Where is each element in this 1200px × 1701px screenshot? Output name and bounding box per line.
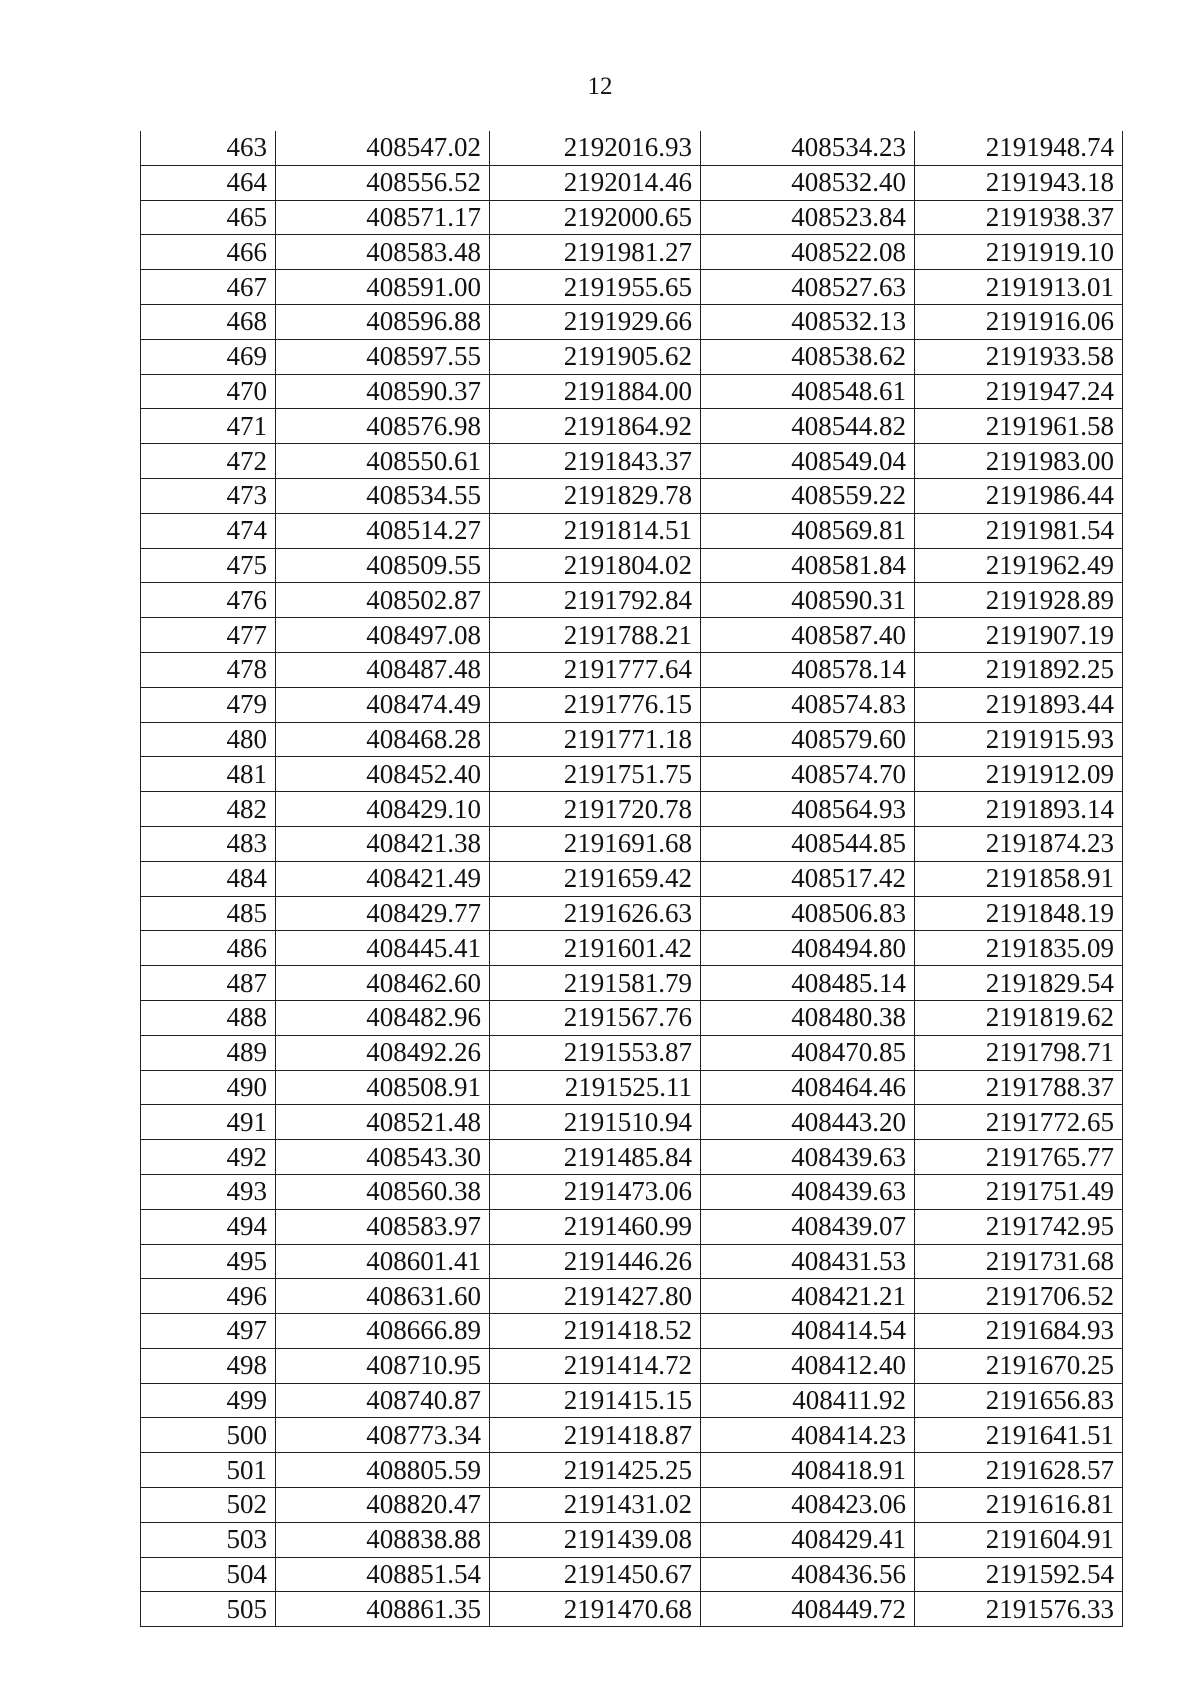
y2-cell: 2191751.49 <box>915 1174 1123 1209</box>
table-row <box>141 1592 1123 1627</box>
y1-cell: 2191626.63 <box>490 896 701 931</box>
table-row <box>141 478 1123 513</box>
x2-cell: 408414.54 <box>701 1314 915 1349</box>
x2-cell: 408418.91 <box>701 1453 915 1488</box>
point-number-cell: 463 <box>141 131 276 165</box>
x1-cell: 408482.96 <box>276 1000 490 1035</box>
x2-cell: 408544.85 <box>701 826 915 861</box>
point-number-cell: 469 <box>141 339 276 374</box>
x1-cell: 408601.41 <box>276 1244 490 1279</box>
point-number-cell: 472 <box>141 444 276 479</box>
x1-cell: 408462.60 <box>276 966 490 1001</box>
x2-cell: 408517.42 <box>701 861 915 896</box>
x2-cell: 408590.31 <box>701 583 915 618</box>
y1-cell: 2191525.11 <box>490 1070 701 1105</box>
table-row <box>141 1070 1123 1105</box>
point-number-cell: 470 <box>141 374 276 409</box>
y1-cell: 2191414.72 <box>490 1348 701 1383</box>
y2-cell: 2191986.44 <box>915 478 1123 513</box>
table-row <box>141 1035 1123 1070</box>
y2-cell: 2191731.68 <box>915 1244 1123 1279</box>
y2-cell: 2191641.51 <box>915 1418 1123 1453</box>
x2-cell: 408522.08 <box>701 235 915 270</box>
x2-cell: 408523.84 <box>701 200 915 235</box>
point-number-cell: 466 <box>141 235 276 270</box>
x2-cell: 408443.20 <box>701 1105 915 1140</box>
table-row <box>141 757 1123 792</box>
x1-cell: 408631.60 <box>276 1279 490 1314</box>
x2-cell: 408421.21 <box>701 1279 915 1314</box>
x1-cell: 408805.59 <box>276 1453 490 1488</box>
table-row <box>141 1557 1123 1592</box>
x1-cell: 408591.00 <box>276 270 490 305</box>
table-row <box>141 409 1123 444</box>
y1-cell: 2191955.65 <box>490 270 701 305</box>
y2-cell: 2191961.58 <box>915 409 1123 444</box>
y2-cell: 2191947.24 <box>915 374 1123 409</box>
table-row <box>141 931 1123 966</box>
y2-cell: 2191819.62 <box>915 1000 1123 1035</box>
x1-cell: 408492.26 <box>276 1035 490 1070</box>
table-row <box>141 165 1123 200</box>
point-number-cell: 492 <box>141 1140 276 1175</box>
y2-cell: 2191706.52 <box>915 1279 1123 1314</box>
table-row <box>141 270 1123 305</box>
y2-cell: 2191798.71 <box>915 1035 1123 1070</box>
table-row <box>141 861 1123 896</box>
table-row <box>141 618 1123 653</box>
table-row <box>141 1418 1123 1453</box>
y1-cell: 2191427.80 <box>490 1279 701 1314</box>
point-number-cell: 465 <box>141 200 276 235</box>
x2-cell: 408411.92 <box>701 1383 915 1418</box>
y1-cell: 2191814.51 <box>490 513 701 548</box>
x1-cell: 408509.55 <box>276 548 490 583</box>
point-number-cell: 502 <box>141 1488 276 1523</box>
x1-cell: 408597.55 <box>276 339 490 374</box>
x2-cell: 408527.63 <box>701 270 915 305</box>
y1-cell: 2191418.87 <box>490 1418 701 1453</box>
point-number-cell: 471 <box>141 409 276 444</box>
y2-cell: 2191829.54 <box>915 966 1123 1001</box>
table-row <box>141 687 1123 722</box>
y2-cell: 2191848.19 <box>915 896 1123 931</box>
x1-cell: 408583.97 <box>276 1209 490 1244</box>
point-number-cell: 498 <box>141 1348 276 1383</box>
point-number-cell: 468 <box>141 304 276 339</box>
x1-cell: 408851.54 <box>276 1557 490 1592</box>
coordinates-table-body <box>141 131 1123 1627</box>
x1-cell: 408421.49 <box>276 861 490 896</box>
table-row <box>141 1209 1123 1244</box>
y2-cell: 2191616.81 <box>915 1488 1123 1523</box>
x2-cell: 408548.61 <box>701 374 915 409</box>
y2-cell: 2191933.58 <box>915 339 1123 374</box>
point-number-cell: 464 <box>141 165 276 200</box>
table-row <box>141 1453 1123 1488</box>
point-number-cell: 495 <box>141 1244 276 1279</box>
x1-cell: 408421.38 <box>276 826 490 861</box>
x2-cell: 408549.04 <box>701 444 915 479</box>
point-number-cell: 478 <box>141 652 276 687</box>
x2-cell: 408506.83 <box>701 896 915 931</box>
y1-cell: 2191460.99 <box>490 1209 701 1244</box>
point-number-cell: 489 <box>141 1035 276 1070</box>
y1-cell: 2191720.78 <box>490 792 701 827</box>
y1-cell: 2192000.65 <box>490 200 701 235</box>
point-number-cell: 488 <box>141 1000 276 1035</box>
x2-cell: 408423.06 <box>701 1488 915 1523</box>
y2-cell: 2191858.91 <box>915 861 1123 896</box>
x2-cell: 408449.72 <box>701 1592 915 1627</box>
x2-cell: 408544.82 <box>701 409 915 444</box>
y1-cell: 2191981.27 <box>490 235 701 270</box>
point-number-cell: 475 <box>141 548 276 583</box>
point-number-cell: 491 <box>141 1105 276 1140</box>
y1-cell: 2191510.94 <box>490 1105 701 1140</box>
x1-cell: 408445.41 <box>276 931 490 966</box>
y1-cell: 2191470.68 <box>490 1592 701 1627</box>
x1-cell: 408590.37 <box>276 374 490 409</box>
y2-cell: 2191943.18 <box>915 165 1123 200</box>
y1-cell: 2191415.15 <box>490 1383 701 1418</box>
coordinates-table <box>140 131 1123 1627</box>
x1-cell: 408487.48 <box>276 652 490 687</box>
table-row <box>141 1383 1123 1418</box>
x2-cell: 408470.85 <box>701 1035 915 1070</box>
y1-cell: 2191601.42 <box>490 931 701 966</box>
y2-cell: 2191835.09 <box>915 931 1123 966</box>
y2-cell: 2191983.00 <box>915 444 1123 479</box>
point-number-cell: 482 <box>141 792 276 827</box>
y1-cell: 2191553.87 <box>490 1035 701 1070</box>
x2-cell: 408538.62 <box>701 339 915 374</box>
point-number-cell: 499 <box>141 1383 276 1418</box>
y1-cell: 2191864.92 <box>490 409 701 444</box>
x1-cell: 408502.87 <box>276 583 490 618</box>
table-row <box>141 1488 1123 1523</box>
y1-cell: 2191843.37 <box>490 444 701 479</box>
x2-cell: 408431.53 <box>701 1244 915 1279</box>
x1-cell: 408550.61 <box>276 444 490 479</box>
point-number-cell: 505 <box>141 1592 276 1627</box>
y1-cell: 2191884.00 <box>490 374 701 409</box>
table-row <box>141 966 1123 1001</box>
y2-cell: 2191919.10 <box>915 235 1123 270</box>
y1-cell: 2191788.21 <box>490 618 701 653</box>
x2-cell: 408494.80 <box>701 931 915 966</box>
x1-cell: 408547.02 <box>276 131 490 165</box>
y1-cell: 2191418.52 <box>490 1314 701 1349</box>
point-number-cell: 481 <box>141 757 276 792</box>
y2-cell: 2191948.74 <box>915 131 1123 165</box>
y1-cell: 2191425.25 <box>490 1453 701 1488</box>
y2-cell: 2191962.49 <box>915 548 1123 583</box>
point-number-cell: 483 <box>141 826 276 861</box>
x2-cell: 408480.38 <box>701 1000 915 1035</box>
y1-cell: 2191771.18 <box>490 722 701 757</box>
table-row <box>141 444 1123 479</box>
x1-cell: 408468.28 <box>276 722 490 757</box>
x2-cell: 408574.83 <box>701 687 915 722</box>
x2-cell: 408574.70 <box>701 757 915 792</box>
x1-cell: 408497.08 <box>276 618 490 653</box>
point-number-cell: 490 <box>141 1070 276 1105</box>
table-row <box>141 200 1123 235</box>
x1-cell: 408576.98 <box>276 409 490 444</box>
table-row <box>141 1140 1123 1175</box>
x2-cell: 408587.40 <box>701 618 915 653</box>
coordinates-table-container <box>140 131 1122 1627</box>
x2-cell: 408564.93 <box>701 792 915 827</box>
point-number-cell: 503 <box>141 1522 276 1557</box>
y2-cell: 2191912.09 <box>915 757 1123 792</box>
table-row <box>141 513 1123 548</box>
y2-cell: 2191788.37 <box>915 1070 1123 1105</box>
y1-cell: 2191691.68 <box>490 826 701 861</box>
table-row <box>141 1279 1123 1314</box>
x1-cell: 408521.48 <box>276 1105 490 1140</box>
point-number-cell: 486 <box>141 931 276 966</box>
x1-cell: 408429.10 <box>276 792 490 827</box>
y2-cell: 2191628.57 <box>915 1453 1123 1488</box>
y1-cell: 2191439.08 <box>490 1522 701 1557</box>
point-number-cell: 474 <box>141 513 276 548</box>
point-number-cell: 494 <box>141 1209 276 1244</box>
x2-cell: 408464.46 <box>701 1070 915 1105</box>
x1-cell: 408514.27 <box>276 513 490 548</box>
y2-cell: 2191915.93 <box>915 722 1123 757</box>
x2-cell: 408559.22 <box>701 478 915 513</box>
y2-cell: 2191928.89 <box>915 583 1123 618</box>
y1-cell: 2191777.64 <box>490 652 701 687</box>
x2-cell: 408581.84 <box>701 548 915 583</box>
y2-cell: 2191742.95 <box>915 1209 1123 1244</box>
x2-cell: 408439.07 <box>701 1209 915 1244</box>
table-row <box>141 826 1123 861</box>
point-number-cell: 467 <box>141 270 276 305</box>
x2-cell: 408534.23 <box>701 131 915 165</box>
y2-cell: 2191592.54 <box>915 1557 1123 1592</box>
point-number-cell: 497 <box>141 1314 276 1349</box>
table-row <box>141 131 1123 165</box>
x1-cell: 408452.40 <box>276 757 490 792</box>
y2-cell: 2191576.33 <box>915 1592 1123 1627</box>
point-number-cell: 473 <box>141 478 276 513</box>
y1-cell: 2191792.84 <box>490 583 701 618</box>
point-number-cell: 476 <box>141 583 276 618</box>
y1-cell: 2191450.67 <box>490 1557 701 1592</box>
y2-cell: 2191913.01 <box>915 270 1123 305</box>
table-row <box>141 583 1123 618</box>
table-row <box>141 1174 1123 1209</box>
x1-cell: 408820.47 <box>276 1488 490 1523</box>
table-row <box>141 235 1123 270</box>
x1-cell: 408429.77 <box>276 896 490 931</box>
point-number-cell: 493 <box>141 1174 276 1209</box>
y1-cell: 2191581.79 <box>490 966 701 1001</box>
table-row <box>141 792 1123 827</box>
point-number-cell: 480 <box>141 722 276 757</box>
table-row <box>141 652 1123 687</box>
x1-cell: 408556.52 <box>276 165 490 200</box>
x1-cell: 408474.49 <box>276 687 490 722</box>
table-row <box>141 896 1123 931</box>
y1-cell: 2191905.62 <box>490 339 701 374</box>
y2-cell: 2191981.54 <box>915 513 1123 548</box>
point-number-cell: 487 <box>141 966 276 1001</box>
x1-cell: 408560.38 <box>276 1174 490 1209</box>
x1-cell: 408583.48 <box>276 235 490 270</box>
point-number-cell: 477 <box>141 618 276 653</box>
x2-cell: 408412.40 <box>701 1348 915 1383</box>
x2-cell: 408485.14 <box>701 966 915 1001</box>
y1-cell: 2191431.02 <box>490 1488 701 1523</box>
y1-cell: 2191446.26 <box>490 1244 701 1279</box>
y1-cell: 2191776.15 <box>490 687 701 722</box>
y1-cell: 2191485.84 <box>490 1140 701 1175</box>
x2-cell: 408569.81 <box>701 513 915 548</box>
point-number-cell: 500 <box>141 1418 276 1453</box>
y2-cell: 2191670.25 <box>915 1348 1123 1383</box>
x2-cell: 408579.60 <box>701 722 915 757</box>
y2-cell: 2191765.77 <box>915 1140 1123 1175</box>
table-row <box>141 1314 1123 1349</box>
x2-cell: 408578.14 <box>701 652 915 687</box>
x1-cell: 408710.95 <box>276 1348 490 1383</box>
y2-cell: 2191874.23 <box>915 826 1123 861</box>
x1-cell: 408666.89 <box>276 1314 490 1349</box>
point-number-cell: 485 <box>141 896 276 931</box>
y1-cell: 2192014.46 <box>490 165 701 200</box>
point-number-cell: 496 <box>141 1279 276 1314</box>
y1-cell: 2192016.93 <box>490 131 701 165</box>
y1-cell: 2191751.75 <box>490 757 701 792</box>
y1-cell: 2191473.06 <box>490 1174 701 1209</box>
x2-cell: 408414.23 <box>701 1418 915 1453</box>
table-row <box>141 1105 1123 1140</box>
table-row <box>141 339 1123 374</box>
page-number: 12 <box>587 73 613 100</box>
y1-cell: 2191804.02 <box>490 548 701 583</box>
y1-cell: 2191567.76 <box>490 1000 701 1035</box>
x2-cell: 408436.56 <box>701 1557 915 1592</box>
x2-cell: 408439.63 <box>701 1140 915 1175</box>
y2-cell: 2191907.19 <box>915 618 1123 653</box>
x1-cell: 408740.87 <box>276 1383 490 1418</box>
table-row <box>141 1000 1123 1035</box>
y2-cell: 2191604.91 <box>915 1522 1123 1557</box>
point-number-cell: 484 <box>141 861 276 896</box>
point-number-cell: 501 <box>141 1453 276 1488</box>
y1-cell: 2191829.78 <box>490 478 701 513</box>
table-row <box>141 374 1123 409</box>
y2-cell: 2191916.06 <box>915 304 1123 339</box>
table-row <box>141 722 1123 757</box>
x1-cell: 408861.35 <box>276 1592 490 1627</box>
x1-cell: 408773.34 <box>276 1418 490 1453</box>
y2-cell: 2191684.93 <box>915 1314 1123 1349</box>
x1-cell: 408534.55 <box>276 478 490 513</box>
point-number-cell: 479 <box>141 687 276 722</box>
y1-cell: 2191929.66 <box>490 304 701 339</box>
x1-cell: 408571.17 <box>276 200 490 235</box>
table-row <box>141 1522 1123 1557</box>
y1-cell: 2191659.42 <box>490 861 701 896</box>
y2-cell: 2191938.37 <box>915 200 1123 235</box>
x2-cell: 408429.41 <box>701 1522 915 1557</box>
x2-cell: 408532.40 <box>701 165 915 200</box>
y2-cell: 2191892.25 <box>915 652 1123 687</box>
table-row <box>141 304 1123 339</box>
y2-cell: 2191893.14 <box>915 792 1123 827</box>
table-row <box>141 1348 1123 1383</box>
x2-cell: 408532.13 <box>701 304 915 339</box>
x1-cell: 408838.88 <box>276 1522 490 1557</box>
table-row <box>141 1244 1123 1279</box>
x1-cell: 408508.91 <box>276 1070 490 1105</box>
y2-cell: 2191893.44 <box>915 687 1123 722</box>
y2-cell: 2191772.65 <box>915 1105 1123 1140</box>
x2-cell: 408439.63 <box>701 1174 915 1209</box>
table-row <box>141 548 1123 583</box>
x1-cell: 408596.88 <box>276 304 490 339</box>
point-number-cell: 504 <box>141 1557 276 1592</box>
y2-cell: 2191656.83 <box>915 1383 1123 1418</box>
x1-cell: 408543.30 <box>276 1140 490 1175</box>
